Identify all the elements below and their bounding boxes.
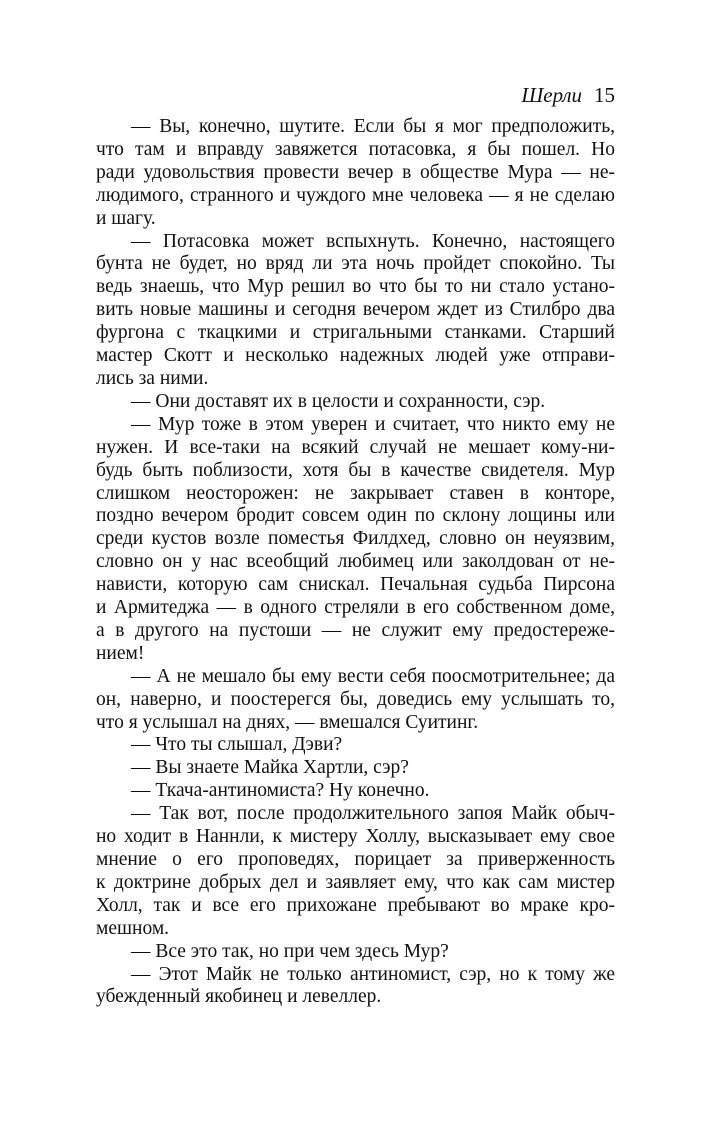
text-line: — Мур тоже в этом уверен и считает, что никто ему не <box>131 413 615 435</box>
text-line: нужен. И все-таки на всякий случай не мешает кому-ни- <box>96 436 615 458</box>
text-line: и Армитеджа — в одного стреляли в его собственном доме, <box>96 597 615 619</box>
text-line: вить новые машины и сегодня вечером ждет из Стилбро два <box>96 299 615 321</box>
text-line: — Ткача-антиномиста? Ну конечно. <box>131 780 430 802</box>
running-head <box>96 82 615 108</box>
text-line: убежденный якобинец и левеллер. <box>96 986 382 1008</box>
text-line: среди кустов возле поместья Филдхед, словно он неуязвим, <box>96 528 615 550</box>
running-head-title: Шерли <box>521 83 582 107</box>
text-line: мастер Скотт и несколько надежных людей уже отправи- <box>96 345 615 367</box>
text-line: — Все это так, но при чем здесь Мур? <box>131 940 449 962</box>
text-line: ведь знаешь, что Мур решил во что бы то ни стало устано- <box>96 276 615 298</box>
text-line: к доктрине добрых дел и заявляет ему, что как сам мистер <box>96 871 615 893</box>
text-line: — Потасовка может вспыхнуть. Конечно, настоящего <box>131 230 615 252</box>
text-line: он, наверно, и поостерегся бы, доведись ему услышать то, <box>96 688 615 710</box>
text-line: что там и вправду завяжется потасовка, я бы пошел. Но <box>96 138 615 160</box>
text-line: фургона с ткацкими и стригальными станками. Старший <box>96 322 615 344</box>
text-line: поздно вечером бродит совсем один по склону лощины или <box>96 505 615 527</box>
text-line: мнение о его проповедях, порицает за приверженность <box>96 849 615 870</box>
text-line: нием! <box>96 642 145 664</box>
text-line: — Вы знаете Майка Хартли, сэр? <box>131 757 409 779</box>
text-line: и шагу. <box>96 207 156 229</box>
text-line: людимого, странного и чуждого мне человека — я не сделаю <box>96 184 615 206</box>
text-line: будь быть поблизости, хотя бы в качестве свидетеля. Мур <box>96 459 615 481</box>
text-line: бунта не будет, но вряд ли эта ночь пройдет спокойно. Ты <box>96 253 615 275</box>
text-line: слишком неосторожен: не закрывает ставен в конторе, <box>96 482 615 504</box>
text-line: — Вы, конечно, шутите. Если бы я мог предположить, <box>131 116 615 137</box>
text-line: — Что ты слышал, Дэви? <box>131 734 343 756</box>
text-line: — А не мешало бы ему вести себя поосмотрительнее; да <box>131 665 615 687</box>
body-text <box>96 116 615 1009</box>
text-line: — Так вот, после продолжительного запоя Майк обыч- <box>131 803 615 825</box>
text-line: ради удовольствия провести вечер в обществе Мура — не- <box>96 161 615 183</box>
text-line: лись за ними. <box>96 367 209 389</box>
text-line: словно он у нас всеобщий любимец или заколдован от не- <box>96 551 615 573</box>
text-line: нависти, которую сам снискал. Печальная судьба Пирсона <box>96 574 615 596</box>
text-line: что я услышал на днях, — вмешался Суитинг. <box>96 711 479 733</box>
text-line: а в другого на пустоши — не служит ему предостереже- <box>96 619 615 641</box>
text-line: — Этот Майк не только антиномист, сэр, но к тому же <box>131 963 615 985</box>
text-line: Холл, так и все его прихожане пребывают во мраке кро- <box>96 894 615 916</box>
text-line: мешном. <box>96 917 170 939</box>
text-line: но ходит в Наннли, к мистеру Холлу, высказывает ему свое <box>96 826 615 848</box>
text-line: — Они доставят их в целости и сохранности, сэр. <box>131 390 546 412</box>
page-number: 15 <box>594 83 615 107</box>
